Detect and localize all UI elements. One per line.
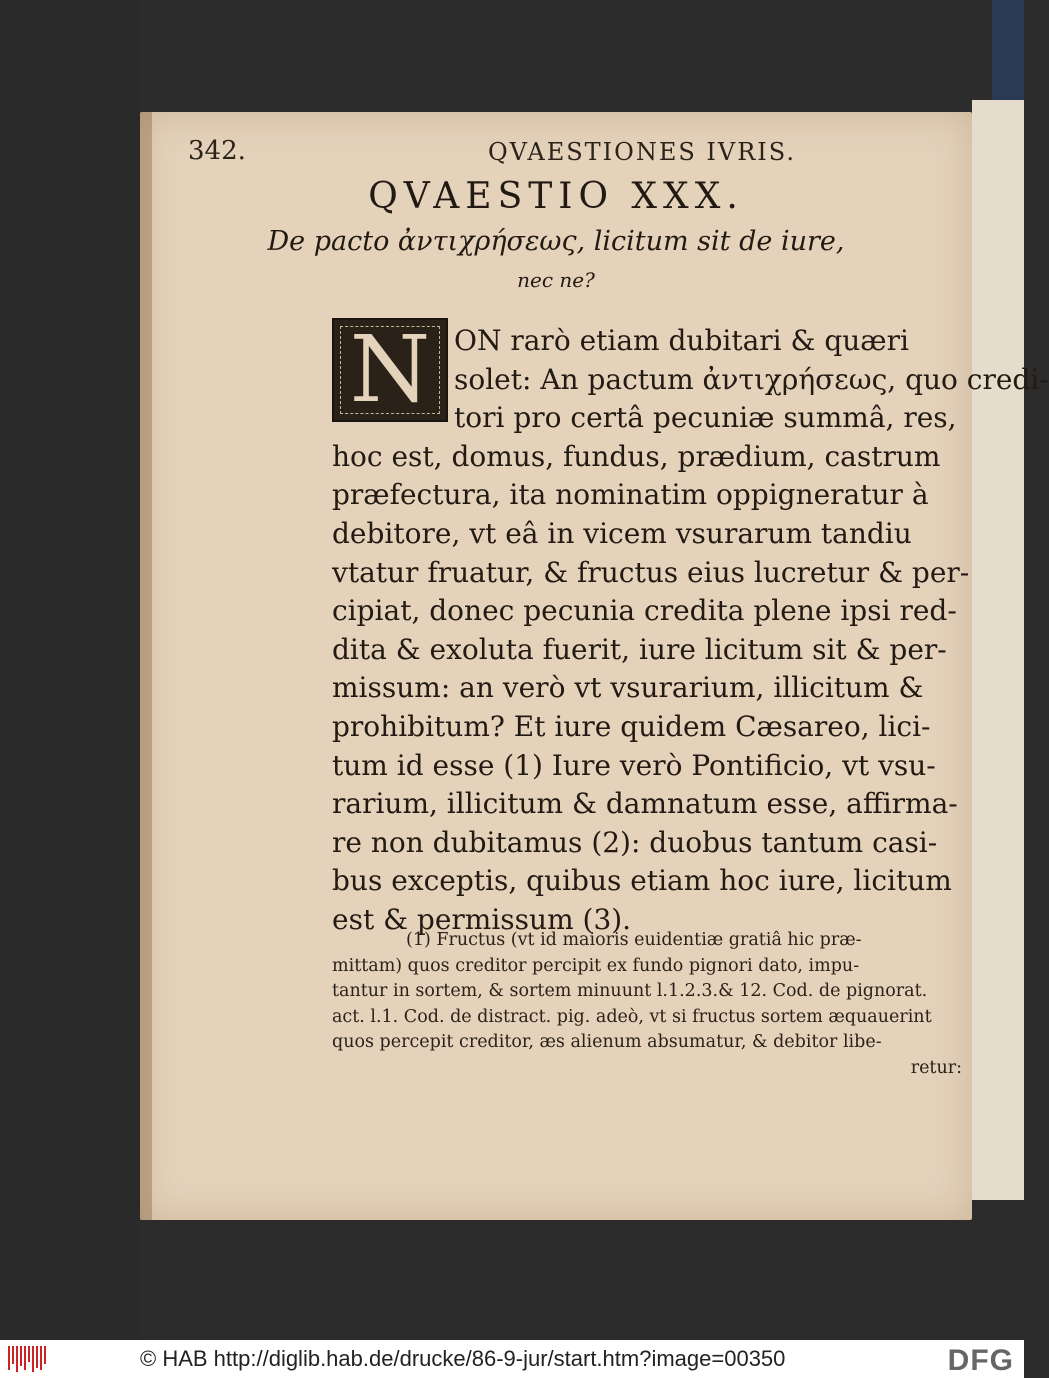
body-line: rarium, illicitum & damnatum esse, affirma- <box>332 787 958 821</box>
background-left <box>0 0 140 1340</box>
note-line: (1) Fructus (vt id maioris euidentiæ gratiâ hic præ- <box>406 930 862 950</box>
note-line: tantur in sortem, & sortem minuunt l.1.2.3.& 12. Cod. de pignorat. <box>332 981 928 1002</box>
body-line: prohibitum? Et iure quidem Cæsareo, lici- <box>332 709 931 743</box>
body-line: missum: an verò vt vsurarium, illicitum & <box>332 671 924 705</box>
body-line: tori pro certâ pecuniæ summâ, res, <box>454 401 957 435</box>
dfg-logo: DFG <box>947 1344 1014 1377</box>
body-line: est & permissum (3). <box>332 902 632 936</box>
source-link[interactable]: © HAB http://diglib.hab.de/drucke/86-9-jur/start.htm?image=00350 <box>140 1346 786 1371</box>
adjacent-page-edge <box>972 100 1024 1200</box>
body-line: debitore, vt eâ in vicem vsurarum tandiu <box>332 516 912 550</box>
note-line: retur: <box>910 1057 962 1078</box>
page-header <box>188 136 978 174</box>
note-line: mittam) quos creditor percipit ex fundo pignori dato, impu- <box>332 955 860 976</box>
body-line: bus exceptis, quibus etiam hoc iure, licitum <box>332 864 952 898</box>
note-line: quos percepit creditor, æs alienum absumatur, & debitor libe- <box>332 1032 882 1053</box>
note-line: act. l.1. Cod. de distract. pig. adeò, vt si fructus sortem æquauerint <box>332 1006 932 1027</box>
body-line: re non dubitamus (2): duobus tantum casi- <box>332 825 938 859</box>
question-subtitle: De pacto ἀντιχρήσεως, licitum sit de iure, <box>267 226 845 257</box>
page-number: 342. <box>188 136 246 166</box>
question-subtitle-continued: nec ne? <box>517 268 595 292</box>
body-line: tum id esse (1) Iure verò Pontificio, vt vsu- <box>332 748 936 782</box>
footnotes <box>332 928 962 1082</box>
body-line: vtatur fruatur, & fructus eius lucretur & per- <box>332 555 970 589</box>
hab-barcode-icon <box>8 1346 48 1372</box>
body-line: ON rarò etiam dubitari & quæri <box>454 324 909 357</box>
background-top-right <box>992 0 1024 100</box>
body-line: hoc est, domus, fundus, prædium, castrum <box>332 439 941 473</box>
body-line: præfectura, ita nominatim oppigneratur à <box>332 478 929 512</box>
question-title: QVAESTIO XXX. <box>368 176 744 217</box>
body-line: dita & exoluta fuerit, iure licitum sit & per- <box>332 632 947 666</box>
body-line: cipiat, donec pecunia credita plene ipsi red- <box>332 594 957 628</box>
decorated-initial <box>332 318 448 422</box>
running-head: QVAESTIONES IVRIS. <box>488 138 797 166</box>
body-line: solet: An pactum ἀντιχρήσεως, quo credi- <box>454 362 1049 396</box>
initial-letter: N <box>349 316 431 423</box>
viewer-footer <box>0 1340 1024 1378</box>
